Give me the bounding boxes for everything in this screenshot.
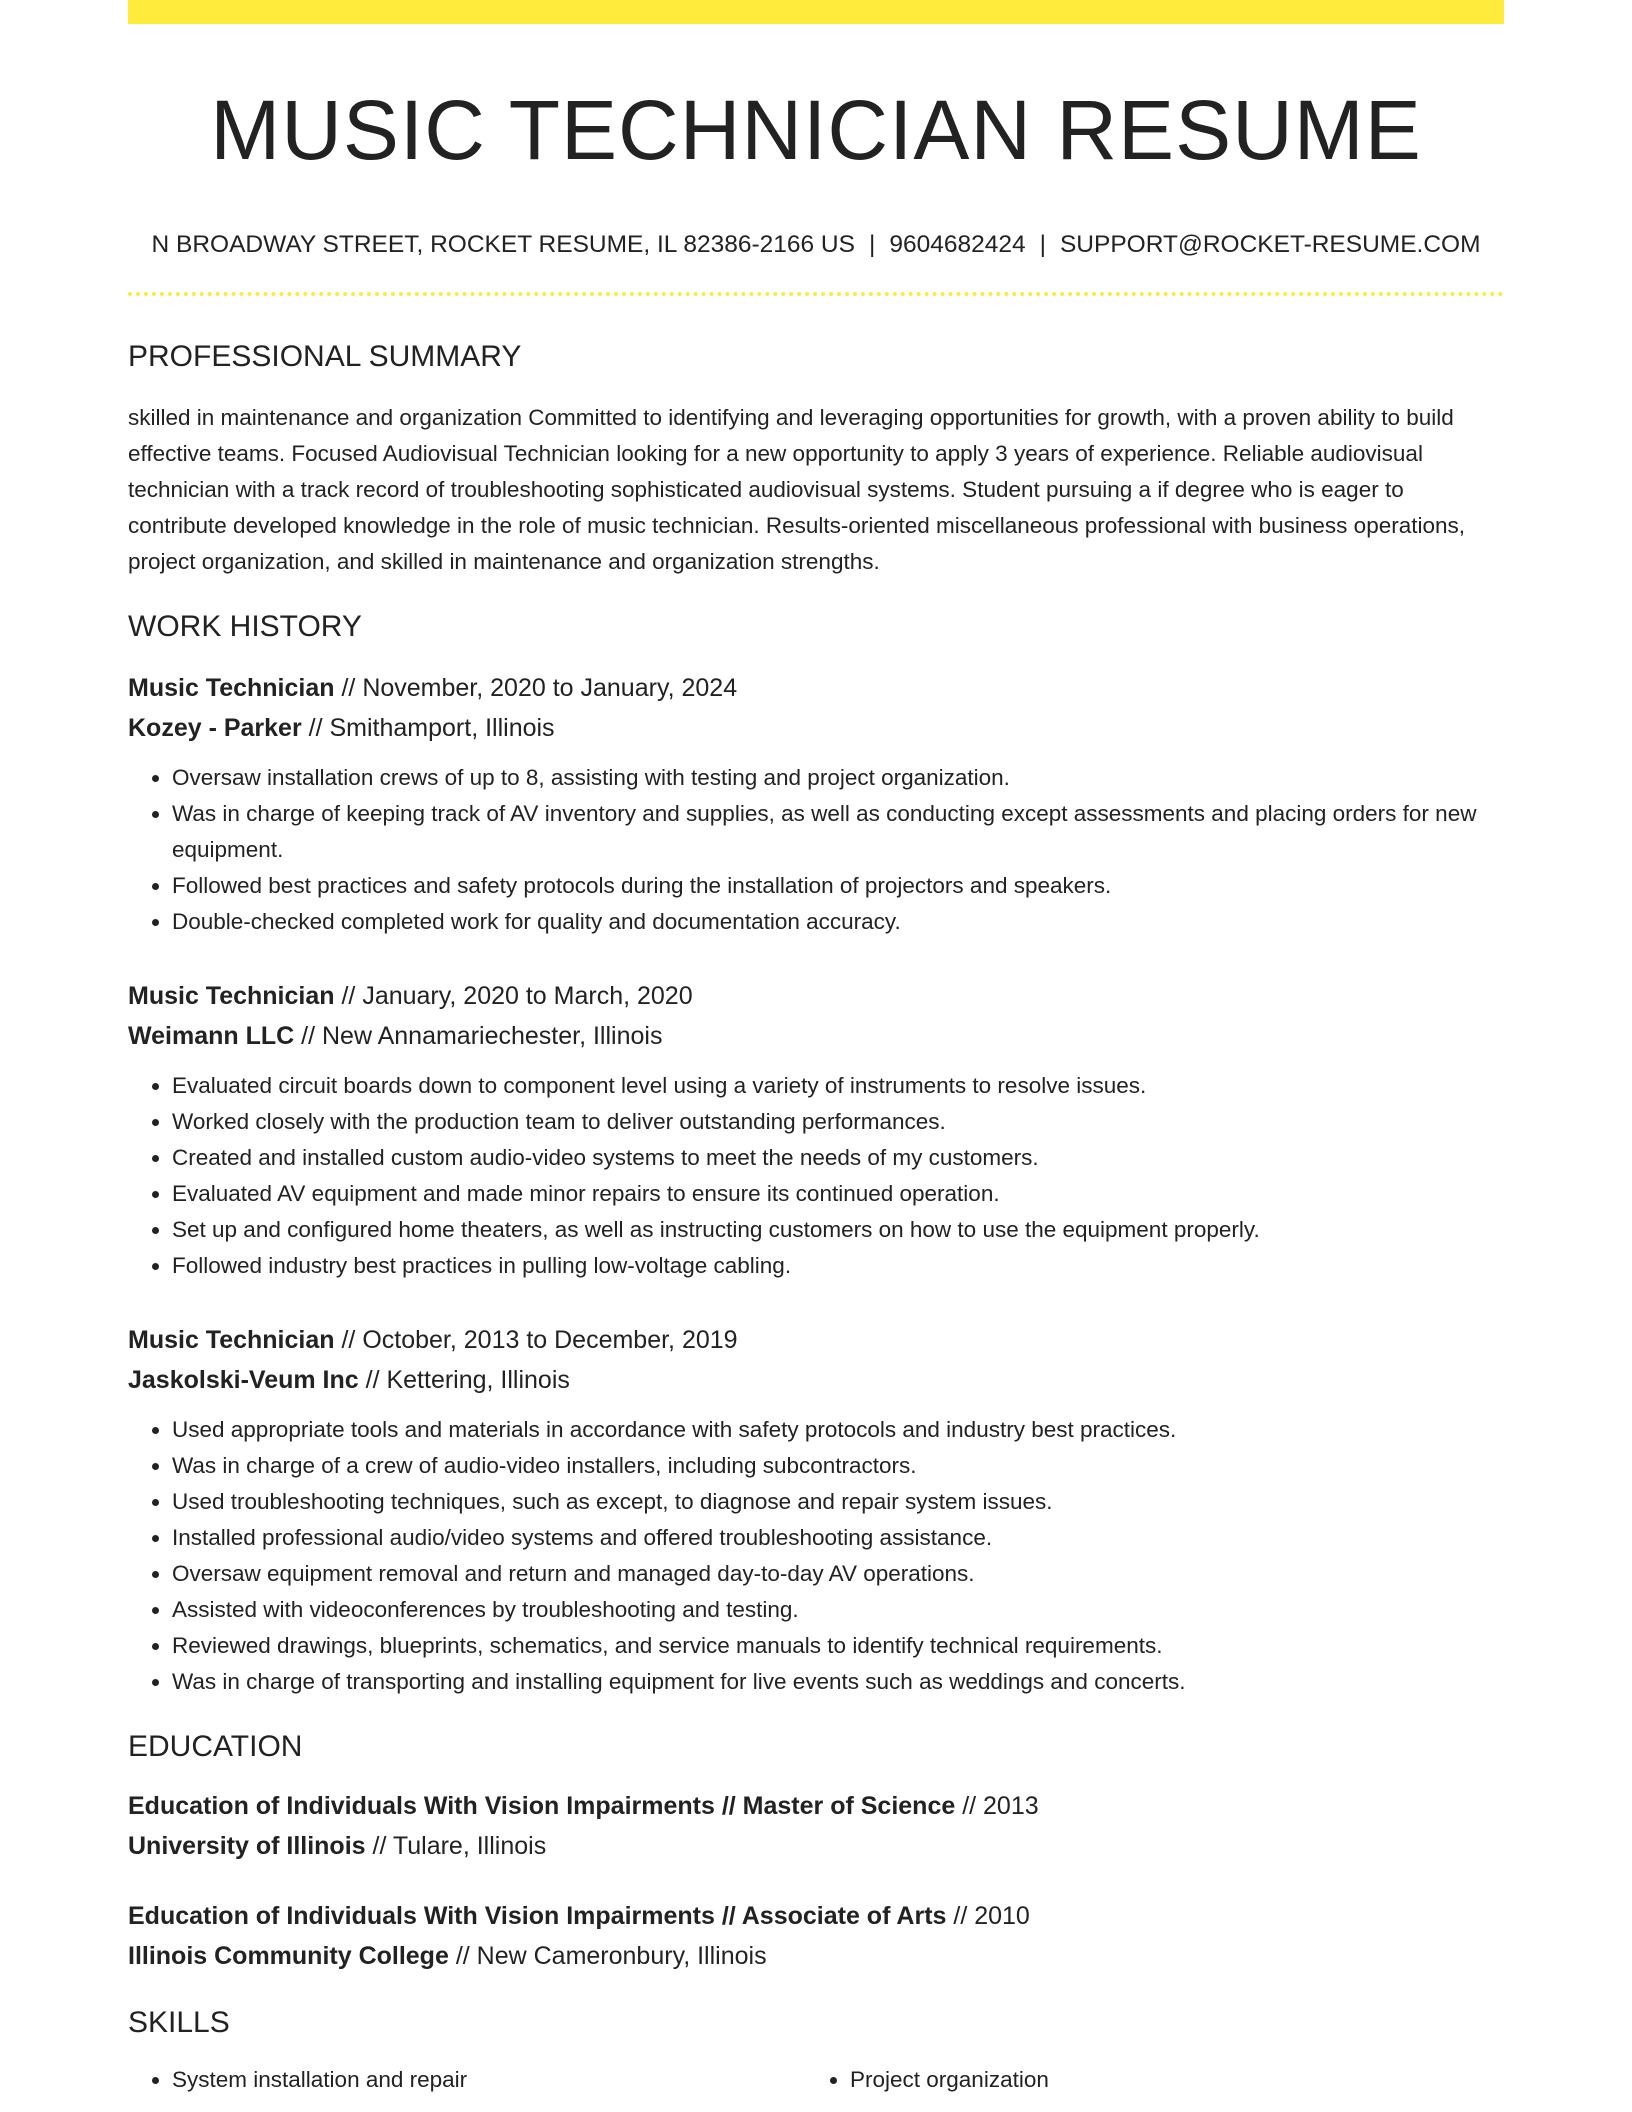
resume-title: MUSIC TECHNICIAN RESUME bbox=[210, 83, 1422, 177]
job-company: Kozey - Parker bbox=[128, 714, 302, 742]
dotted-divider bbox=[128, 292, 1504, 296]
job-entry bbox=[128, 1320, 1504, 1700]
job-bullet: • Used appropriate tools and materials in accordance with safety protocols and industry best practices. bbox=[172, 1412, 1504, 1448]
education-school-line bbox=[128, 1936, 1504, 1976]
job-company-line bbox=[128, 1360, 1504, 1400]
education-location: // New Cameronbury, Illinois bbox=[448, 1942, 767, 1970]
resume-content bbox=[128, 0, 1504, 2098]
education-degree: Education of Individuals With Vision Impairments // Associate of Arts bbox=[128, 1902, 947, 1930]
education-year: // 2013 bbox=[955, 1792, 1039, 1820]
contact-phone: 9604682424 bbox=[889, 231, 1026, 258]
job-title: Music Technician bbox=[128, 1326, 335, 1354]
summary-heading: PROFESSIONAL SUMMARY bbox=[128, 340, 522, 373]
job-dates: // October, 2013 to December, 2019 bbox=[334, 1326, 738, 1354]
job-location: // New Annamariechester, Illinois bbox=[294, 1022, 663, 1050]
job-bullet: • Created and installed custom audio-video systems to meet the needs of my customers. bbox=[172, 1140, 1504, 1176]
job-company: Weimann LLC bbox=[128, 1022, 295, 1050]
education-degree-line bbox=[128, 1786, 1504, 1826]
contact-email: SUPPORT@ROCKET-RESUME.COM bbox=[1059, 231, 1481, 258]
skills-column-left bbox=[128, 2062, 806, 2098]
job-title: Music Technician bbox=[128, 982, 335, 1010]
job-bullet: • Installed professional audio/video systems and offered troubleshooting assistance. bbox=[172, 1520, 1504, 1556]
job-title-line bbox=[128, 668, 1504, 708]
job-location: // Kettering, Illinois bbox=[358, 1366, 570, 1394]
education-entry bbox=[128, 1896, 1504, 1976]
skills-column-right bbox=[806, 2062, 1484, 2098]
education-school: Illinois Community College bbox=[128, 1942, 449, 1970]
job-bullet: • Evaluated circuit boards down to component level using a variety of instruments to resolve issues. bbox=[172, 1068, 1504, 1104]
job-bullets bbox=[128, 760, 1504, 940]
skill-item: • Project organization bbox=[850, 2062, 1484, 2098]
job-bullet: • Used troubleshooting techniques, such as except, to diagnose and repair system issues. bbox=[172, 1484, 1504, 1520]
job-bullet: • Followed best practices and safety protocols during the installation of projectors and speakers. bbox=[172, 868, 1504, 904]
job-company-line bbox=[128, 1016, 1504, 1056]
job-company-line bbox=[128, 708, 1504, 748]
job-bullet: • Worked closely with the production team to deliver outstanding performances. bbox=[172, 1104, 1504, 1140]
job-bullet: • Was in charge of keeping track of AV inventory and supplies, as well as conducting except assessments and placing orders for new equipment. bbox=[172, 796, 1504, 868]
contact-address: N BROADWAY STREET, ROCKET RESUME, IL 82386-2166 US bbox=[151, 231, 855, 258]
job-bullet: • Oversaw equipment removal and return and managed day-to-day AV operations. bbox=[172, 1556, 1504, 1592]
education-degree-line bbox=[128, 1896, 1504, 1936]
job-dates: // November, 2020 to January, 2024 bbox=[334, 674, 738, 702]
job-bullet: • Was in charge of a crew of audio-video installers, including subcontractors. bbox=[172, 1448, 1504, 1484]
job-title: Music Technician bbox=[128, 674, 335, 702]
job-company: Jaskolski-Veum Inc bbox=[128, 1366, 359, 1394]
job-title-line bbox=[128, 1320, 1504, 1360]
job-bullets bbox=[128, 1412, 1504, 1700]
job-bullets bbox=[128, 1068, 1504, 1284]
skills-heading: SKILLS bbox=[128, 2006, 230, 2039]
education-school-line bbox=[128, 1826, 1504, 1866]
contact-line bbox=[128, 230, 1504, 260]
job-bullet: • Followed industry best practices in pulling low-voltage cabling. bbox=[172, 1248, 1504, 1284]
skill-item: • System installation and repair bbox=[172, 2062, 806, 2098]
job-entry bbox=[128, 976, 1504, 1284]
job-entry bbox=[128, 668, 1504, 940]
education-year: // 2010 bbox=[946, 1902, 1030, 1930]
job-title-line bbox=[128, 976, 1504, 1016]
job-location: // Smithamport, Illinois bbox=[301, 714, 555, 742]
education-school: University of Illinois bbox=[128, 1832, 366, 1860]
job-bullet: • Oversaw installation crews of up to 8, assisting with testing and project organization. bbox=[172, 760, 1504, 796]
education-degree: Education of Individuals With Vision Impairments // Master of Science bbox=[128, 1792, 956, 1820]
contact-separator: | bbox=[1039, 231, 1046, 258]
summary-text: skilled in maintenance and organization Committed to identifying and leveraging opportunities for growth, with a proven ability to build effective teams. Focused Audiovisual Technician looking for a new opportunity to apply 3 years of experience. Reliable audiovisual technician with a track record of troubleshooting sophisticated audiovisual systems. Student pursuing a if degree who is eager to contribute developed knowledge in the role of music technician. Results-oriented miscellaneous professional with business operations, project organization, and skilled in maintenance and organization strengths. bbox=[128, 405, 1466, 574]
work-history-heading: WORK HISTORY bbox=[128, 610, 362, 643]
education-heading: EDUCATION bbox=[128, 1730, 303, 1763]
job-bullet: • Assisted with videoconferences by troubleshooting and testing. bbox=[172, 1592, 1504, 1628]
job-bullet: • Set up and configured home theaters, as well as instructing customers on how to use the equipment properly. bbox=[172, 1212, 1504, 1248]
skills-grid bbox=[128, 2062, 1504, 2098]
contact-separator: | bbox=[868, 231, 876, 258]
job-bullet: • Evaluated AV equipment and made minor repairs to ensure its continued operation. bbox=[172, 1176, 1504, 1212]
job-bullet: • Was in charge of transporting and installing equipment for live events such as weddings and concerts. bbox=[172, 1664, 1504, 1700]
job-bullet: • Reviewed drawings, blueprints, schematics, and service manuals to identify technical requirements. bbox=[172, 1628, 1504, 1664]
job-dates: // January, 2020 to March, 2020 bbox=[334, 982, 693, 1010]
education-entry bbox=[128, 1786, 1504, 1866]
job-bullet: • Double-checked completed work for quality and documentation accuracy. bbox=[172, 904, 1504, 940]
education-location: // Tulare, Illinois bbox=[365, 1832, 547, 1860]
